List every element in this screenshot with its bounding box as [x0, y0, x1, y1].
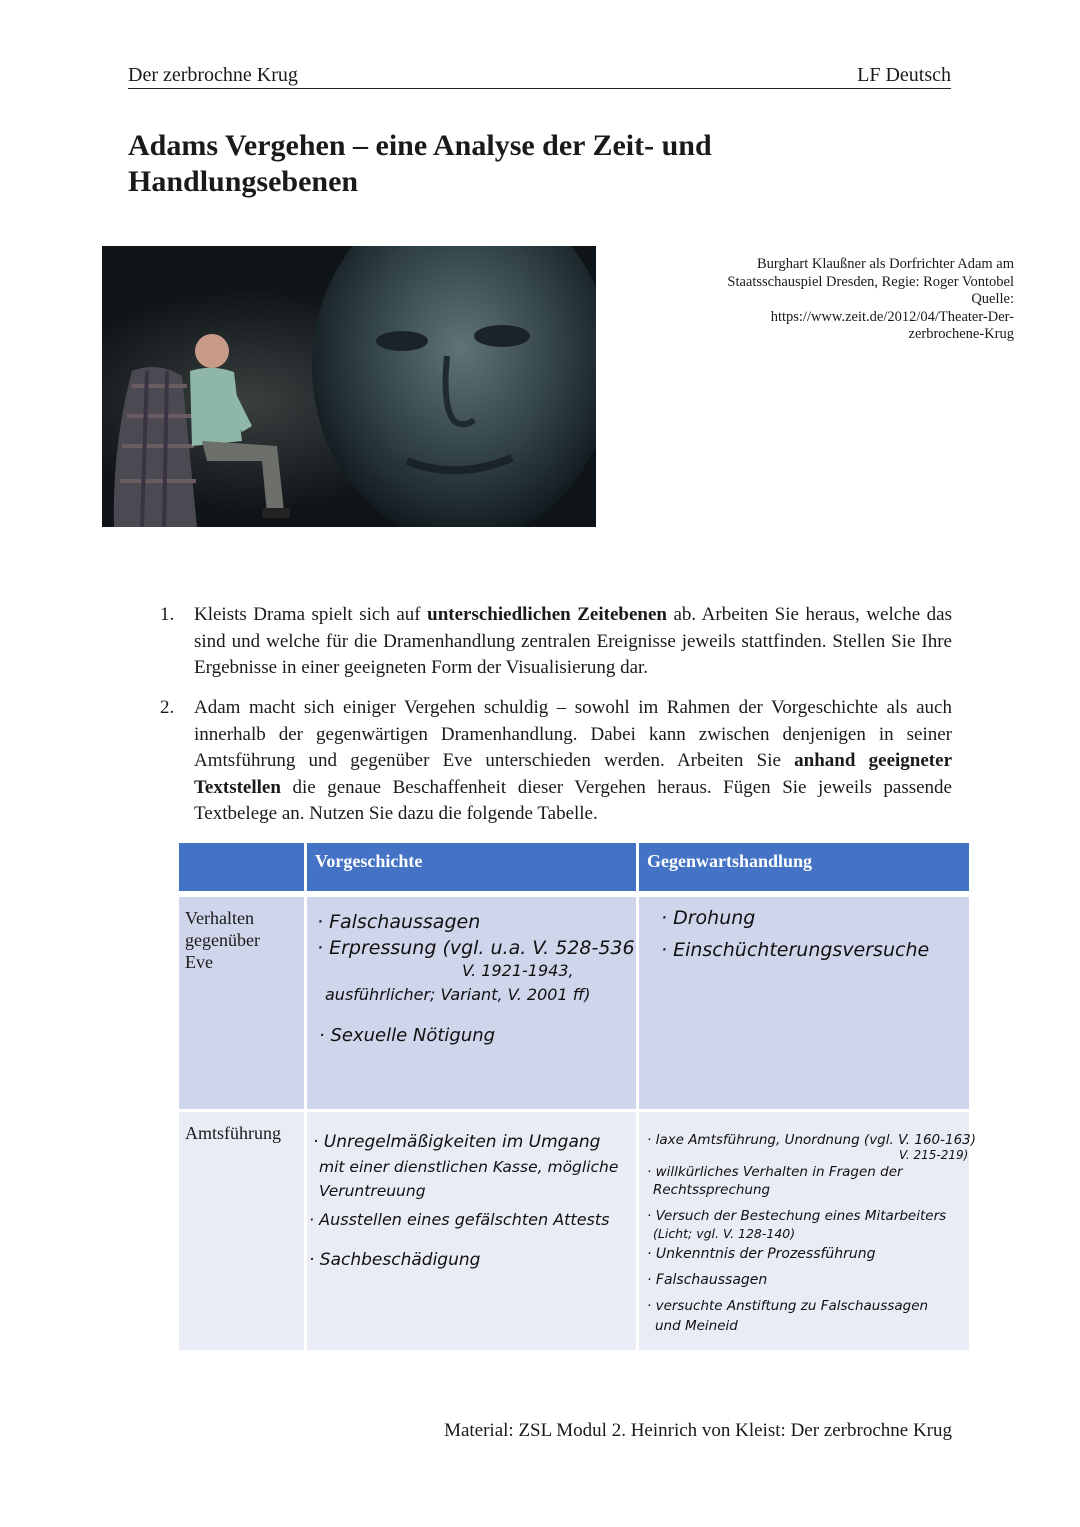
- cell-eve-vorgeschichte[interactable]: [307, 897, 636, 1109]
- caption-line: zerbrochene-Krug: [908, 326, 1014, 342]
- handwritten-note: · laxe Amtsführung, Unordnung (vgl. V. 160-163): [647, 1132, 977, 1148]
- task-1: [160, 602, 952, 682]
- task-number: 1.: [160, 604, 175, 625]
- table-header-vorgeschichte: Vorgeschichte: [307, 843, 636, 891]
- theatre-photo-illustration: [102, 246, 596, 527]
- task-text-bold: unterschiedlichen Zeitebenen: [427, 604, 667, 625]
- handwritten-note: · willkürliches Verhalten in Fragen der: [647, 1164, 903, 1180]
- caption-line: Burghart Klaußner als Dorfrichter Adam am: [756, 256, 1014, 272]
- task-text: [194, 602, 952, 682]
- handwritten-note: ausführlicher; Variant, V. 2001 ff): [325, 985, 591, 1004]
- page-footer: Material: ZSL Modul 2. Heinrich von Kleist: Der zerbrochne Krug: [444, 1420, 952, 1441]
- task-text-part: ab. Arbeiten Sie heraus, welche das sind und welche für die Dramenhandlung zentralen Ereignisse jeweils stattfinden. Stellen Sie Ihre Ergebnisse in einer geeigneten Form der Visualisierung dar.: [194, 604, 952, 678]
- table-header-empty: [179, 843, 304, 891]
- caption-line: Staatsschauspiel Dresden, Regie: Roger Vontobel: [727, 273, 1014, 290]
- header-right: LF Deutsch: [857, 64, 951, 86]
- handwritten-note: · Falschaussagen: [647, 1272, 768, 1288]
- task-number: 2.: [160, 697, 175, 718]
- caption-line: Quelle:: [971, 291, 1014, 307]
- task-text: [194, 695, 952, 828]
- table-header-gegenwartshandlung: Gegenwartshandlung: [639, 843, 969, 891]
- handwritten-note: · Sachbeschädigung: [309, 1250, 481, 1270]
- cell-amt-vorgeschichte[interactable]: [307, 1112, 636, 1350]
- handwritten-note: mit einer dienstlichen Kasse, mögliche: [319, 1158, 619, 1176]
- page-title: [128, 128, 828, 200]
- handwritten-note: · Ausstellen eines gefälschten Attests: [309, 1210, 610, 1229]
- title-line-2: Handlungsebenen: [128, 165, 359, 198]
- handwritten-note: Rechtssprechung: [653, 1182, 771, 1198]
- handwritten-note: · Einschüchterungsversuche: [661, 939, 930, 961]
- row-label-verhalten-eve: [179, 897, 304, 1109]
- handwritten-note: · Unregelmäßigkeiten im Umgang: [313, 1132, 601, 1152]
- row-label-line: Eve: [185, 952, 213, 972]
- handwritten-note: (Licht; vgl. V. 128-140): [653, 1226, 796, 1241]
- header-left: Der zerbrochne Krug: [128, 64, 298, 86]
- handwritten-note: Veruntreuung: [319, 1182, 426, 1200]
- row-label-amtsfuehrung: Amtsführung: [179, 1112, 304, 1350]
- handwritten-note: · Drohung: [661, 907, 756, 929]
- handwritten-note: V. 1921-1943,: [462, 961, 574, 980]
- task-text-part: die genaue Beschaffenheit dieser Vergehen heraus. Fügen Sie jeweils passende Textbelege an. Nutzen Sie dazu die folgende Tabelle.: [194, 776, 952, 824]
- task-text-part: Kleists Drama spielt sich auf: [194, 604, 428, 625]
- cell-amt-gegenwart[interactable]: [639, 1112, 977, 1350]
- handwritten-note: und Meineid: [655, 1318, 738, 1334]
- theatre-photo: [102, 246, 596, 527]
- row-label-line: Verhalten: [185, 908, 254, 928]
- handwritten-note: · Versuch der Bestechung eines Mitarbeiters: [647, 1208, 947, 1224]
- task-text-bold: anhand geeigneter Textstellen: [194, 750, 953, 798]
- title-line-1: Adams Vergehen – eine Analyse der Zeit- und: [128, 129, 712, 162]
- handwritten-note: · Falschaussagen: [317, 911, 481, 933]
- handwritten-note: · Erpressung (vgl. u.a. V. 528-536: [317, 937, 635, 959]
- handwritten-note: · versuchte Anstiftung zu Falschaussagen: [647, 1298, 929, 1314]
- analysis-table: [179, 843, 977, 1350]
- cell-eve-gegenwart[interactable]: [639, 897, 969, 1109]
- task-2: [160, 695, 952, 830]
- photo-caption: [690, 256, 1014, 344]
- caption-source-url: https://www.zeit.de/2012/04/Theater-Der-: [770, 308, 1014, 325]
- page-header: [128, 62, 951, 89]
- handwritten-note: · Unkenntnis der Prozessführung: [647, 1246, 876, 1262]
- handwritten-note: · Sexuelle Nötigung: [319, 1025, 496, 1046]
- handwritten-note: V. 215-219): [899, 1148, 969, 1162]
- row-label-line: gegenüber: [185, 930, 260, 950]
- task-text-part: Adam macht sich einiger Vergehen schuldig – sowohl im Rahmen der Vorgeschichte als auch innerhalb der gegenwärtigen Dramenhandlung. Dabei kann zwischen denjenigen in seiner Amtsführung und gegenüber Eve unterschieden werden. Arbeiten Sie: [194, 697, 952, 771]
